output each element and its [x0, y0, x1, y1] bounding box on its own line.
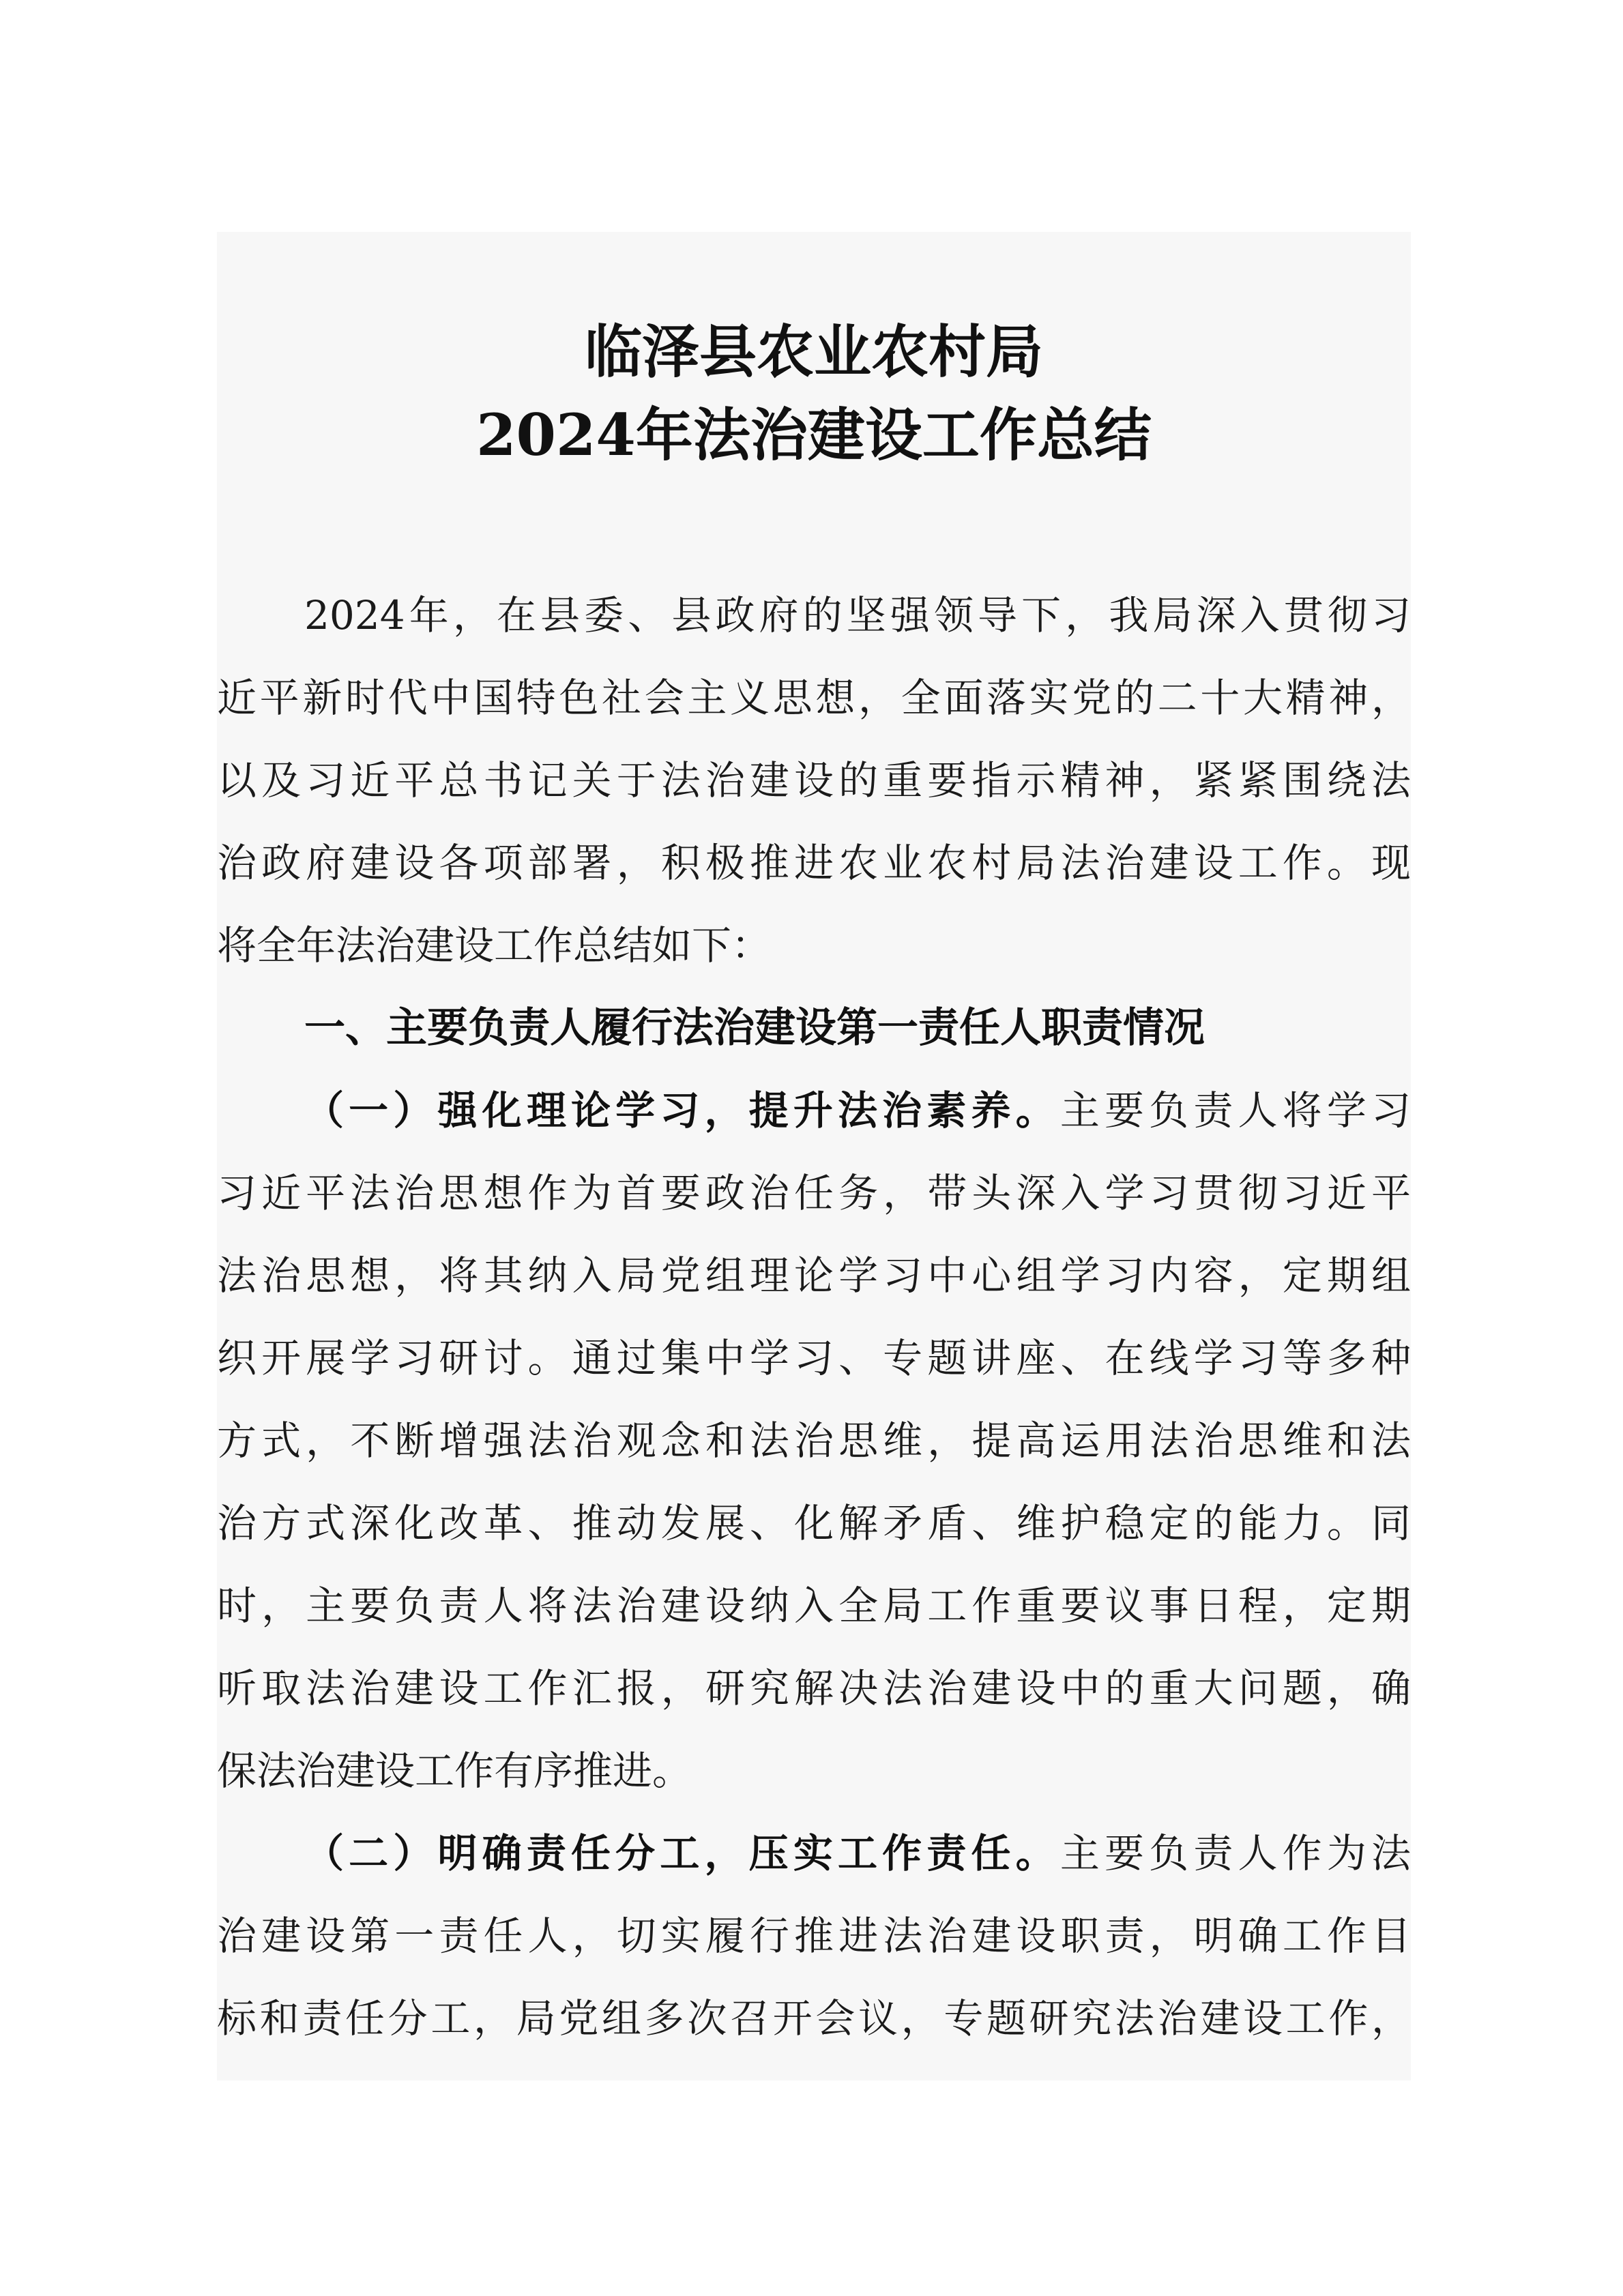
subsection-1-line-4: 织开展学习研讨。通过集中学习、专题讲座、在线学习等多种 — [217, 1335, 1411, 1381]
subsection-1-line-8: 听取法治建设工作汇报，研究解决法治建设中的重大问题，确 — [217, 1665, 1411, 1711]
subsection-1-line-6: 治方式深化改革、推动发展、化解矛盾、维护稳定的能力。同 — [217, 1500, 1411, 1546]
subsection-2-line-2: 治建设第一责任人，切实履行推进法治建设职责，明确工作目 — [217, 1913, 1411, 1959]
subsection-2-first-line-text: 主要负责人作为法 — [1059, 1830, 1411, 1876]
subsection-1-line-5: 方式，不断增强法治观念和法治思维，提高运用法治思维和法 — [217, 1417, 1411, 1464]
subsection-1-line-9: 保法治建设工作有序推进。 — [217, 1748, 692, 1794]
subsection-1-line-2: 习近平法治思想作为首要政治任务，带头深入学习贯彻习近平 — [217, 1170, 1411, 1216]
subsection-1-heading: （一）强化理论学习，提升法治素养。 — [304, 1087, 1060, 1134]
subsection-1-line-7: 时，主要负责人将法治建设纳入全局工作重要议事日程，定期 — [217, 1583, 1411, 1629]
title-line-1: 临泽县农业农村局 — [584, 318, 1043, 385]
subsection-1-first-line-text: 主要负责人将学习 — [1059, 1087, 1411, 1134]
document-body — [217, 574, 1411, 2060]
subsection-2-line-1 — [217, 1812, 1411, 1895]
section-1-heading: 一、主要负责人履行法治建设第一责任人职责情况 — [304, 1004, 1205, 1052]
paragraph-1-line-3: 以及习近平总书记关于法治建设的重要指示精神，紧紧围绕法 — [217, 757, 1411, 804]
subsection-1-line-3: 法治思想，将其纳入局党组理论学习中心组学习内容，定期组 — [217, 1252, 1411, 1299]
subsection-2-heading: （二）明确责任分工，压实工作责任。 — [304, 1830, 1060, 1876]
subsection-2-line-3: 标和责任分工，局党组多次召开会议，专题研究法治建设工作， — [217, 1995, 1411, 2042]
paragraph-1-line-5: 将全年法治建设工作总结如下： — [217, 922, 772, 969]
subsection-1-line-1 — [217, 1070, 1411, 1152]
title-line-2: 2024年法治建设工作总结 — [476, 401, 1152, 469]
document-title — [217, 310, 1411, 477]
paragraph-1-line-4: 治政府建设各项部署，积极推进农业农村局法治建设工作。现 — [217, 840, 1411, 886]
paragraph-1-line-1: 2024年，在县委、县政府的坚强领导下，我局深入贯彻习 — [304, 592, 1411, 638]
paragraph-1-line-2: 近平新时代中国特色社会主义思想，全面落实党的二十大精神， — [217, 675, 1411, 721]
